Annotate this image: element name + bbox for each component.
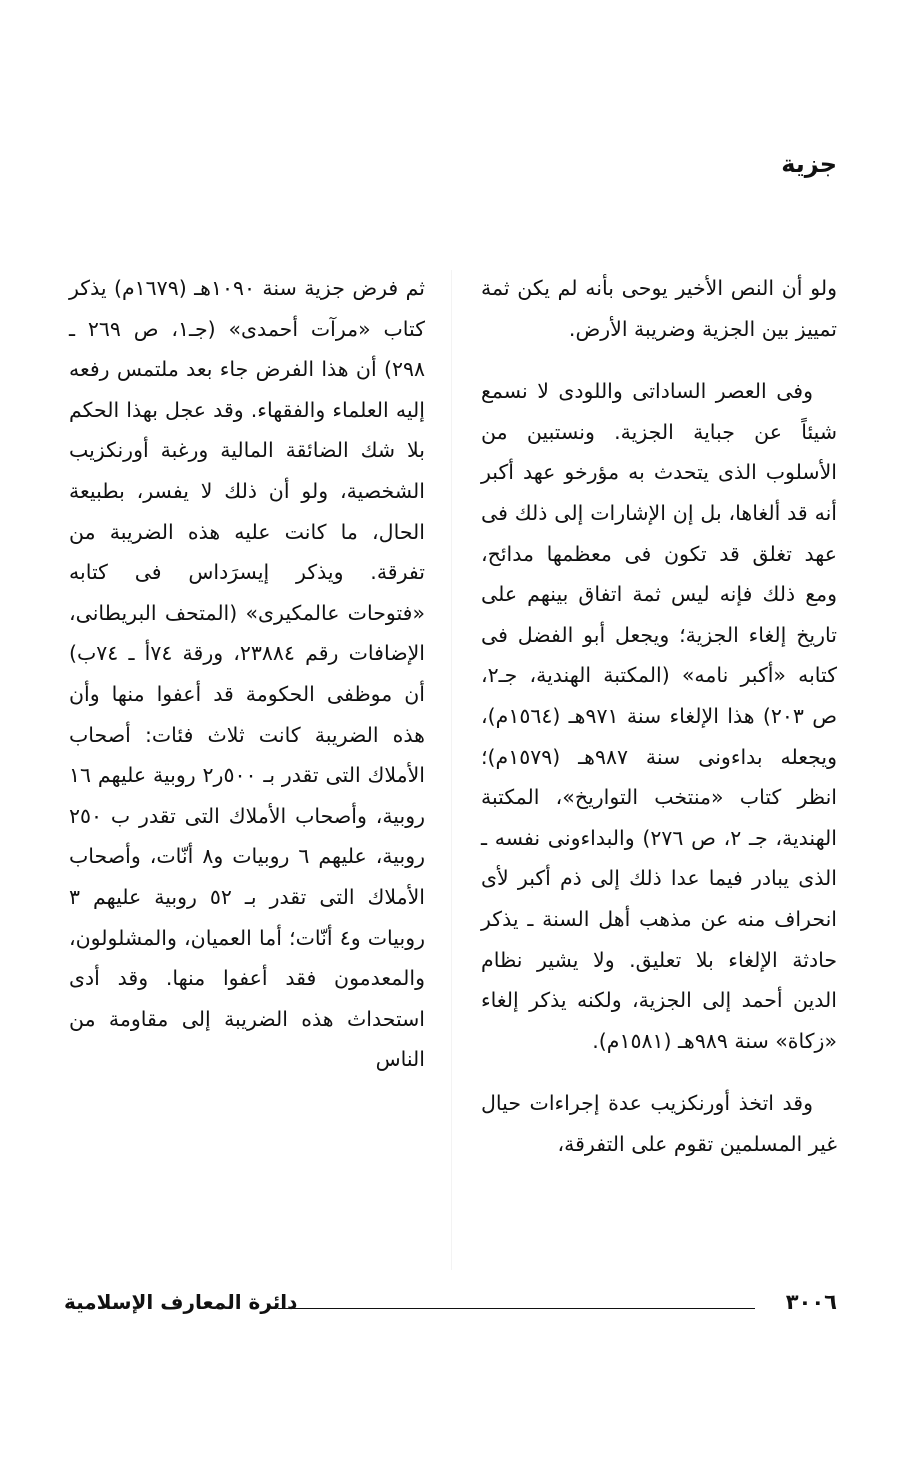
- journal-title: دائرة المعارف الإسلامية: [64, 1290, 298, 1314]
- paragraph: وفى العصر الساداتى واللودى لا نسمع شيئاً عن جباية الجزية. ونستبين من الأسلوب الذى يتحدث به مؤرخو عهد أكبر أنه قد ألغاها، بل إن الإشارات إلى ذلك فى عهد تغلق قد تكون فى معظمها مدائح، ومع ذلك فإنه ليس ثمة اتفاق بينهم على تاريخ إلغاء الجزية؛ ويجعل أبو الفضل فى كتابه «أكبر نامه» (المكتبة الهندية، جـ٢، ص ٢٠٣) هذا الإلغاء سنة ٩٧١هـ (١٥٦٤م)، ويجعله بداءونى سنة ٩٨٧هـ (١٥٧٩م)؛ انظر كتاب «منتخب التواريخ»، المكتبة الهندية، جـ ٢، ص ٢٧٦) والبداءونى نفسه ـ الذى يبادر فيما عدا ذلك إلى ذم أكبر لأى انحراف منه عن مذهب أهل السنة ـ يذكر حادثة الإلغاء بلا تعليق. ولا يشير نظام الدين أحمد إلى الجزية، ولكنه يذكر إلغاء «زكاة» سنة ٩٨٩هـ (١٥٨١م).: [481, 379, 837, 1053]
- paragraph: ولو أن النص الأخير يوحى بأنه لم يكن ثمة تمييز بين الجزية وضريبة الأرض.: [481, 276, 837, 341]
- right-column: [481, 268, 837, 1164]
- page-number: ٣٠٠٦: [785, 1290, 837, 1314]
- page-footer: [64, 1290, 837, 1326]
- column-gutter: [451, 270, 452, 1270]
- running-title: جزية: [781, 150, 837, 178]
- left-column: [69, 268, 425, 1080]
- footer-rule: [278, 1308, 755, 1309]
- paragraph: وقد اتخذ أورنكزيب عدة إجراءات حيال غير المسلمين تقوم على التفرقة،: [481, 1091, 837, 1156]
- paragraph: ثم فرض جزية سنة ١٠٩٠هـ (١٦٧٩م) يذكر كتاب «مرآت أحمدى» (جـ١، ص ٢٦٩ ـ ٢٩٨) أن هذا الفرض جاء بعد ملتمس رفعه إليه العلماء والفقهاء. وقد عجل بهذا الحكم بلا شك الضائقة المالية ورغبة أورنكزيب الشخصية، ولو أن ذلك لا يفسر، بطبيعة الحال، ما كانت عليه هذه الضريبة من تفرقة. ويذكر إيسرَداس فى كتابه «فتوحات عالمكيرى» (المتحف البريطانى، الإضافات رقم ٢٣٨٨٤، ورقة ٧٤أ ـ ٧٤ب) أن موظفى الحكومة قد أعفوا منها وأن هذه الضريبة كانت ثلاث فئات: أصحاب الأملاك التى تقدر بـ ٥٠٠ر٢ روبية عليهم ١٦ روبية، وأصحاب الأملاك التى تقدر ب ٢٥٠ روبية، عليهم ٦ روبيات و٨ أنّات، وأصحاب الأملاك التى تقدر بـ ٥٢ روبية عليهم ٣ روبيات و٤ أنّات؛ أما العميان، والمشلولون، والمعدمون فقد أعفوا منها. وقد أدى استحداث هذه الضريبة إلى مقاومة من الناس: [69, 276, 426, 1072]
